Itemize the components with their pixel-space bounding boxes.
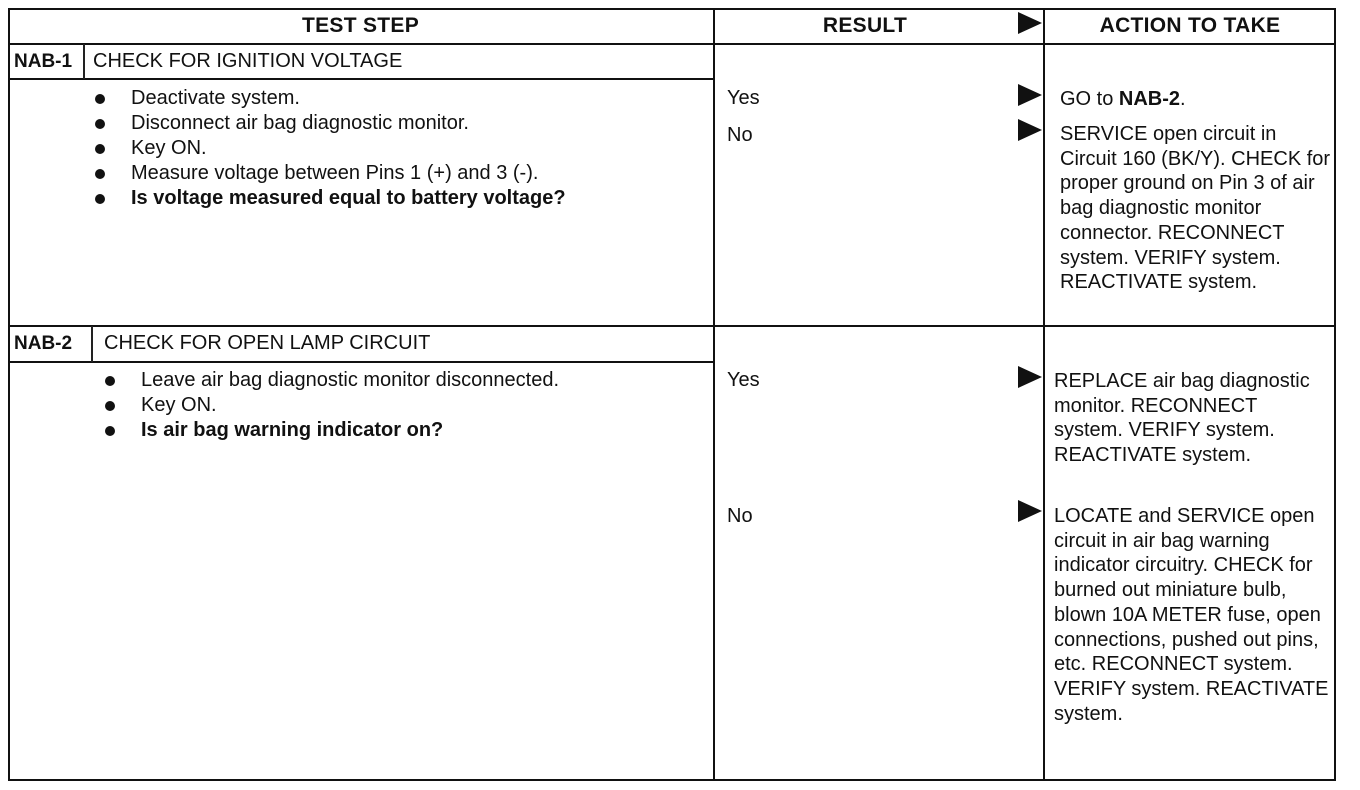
nab2-title-divider <box>8 361 714 363</box>
result-no: No <box>727 124 753 146</box>
step-bullets <box>91 86 566 211</box>
bullet-icon <box>95 119 105 129</box>
bullet-icon <box>105 401 115 411</box>
header-divider <box>8 43 1336 45</box>
result-no: No <box>727 505 753 527</box>
step-bullets <box>101 368 559 443</box>
action-text: LOCATE and SERVICE open circuit in air bag warning indicator circuitry. CHECK for burned out miniature bulb, blown 10A METER fuse, open connections, pushed out pins, etc. RECONNECT system. VERIFY system. REACTIVATE system. <box>1054 505 1329 725</box>
list-item: Key ON. <box>91 136 566 161</box>
bullet-icon <box>95 144 105 154</box>
header-action: ACTION TO TAKE <box>1099 14 1281 37</box>
list-item-question: Is air bag warning indicator on? <box>101 418 559 443</box>
nab1-code-divider <box>83 44 85 79</box>
header-arrow-icon <box>1018 12 1042 34</box>
bullet-icon <box>95 169 105 179</box>
step-divider <box>8 325 1336 327</box>
test-step-column-divider <box>713 8 715 781</box>
bullet-icon <box>105 376 115 386</box>
list-item-question: Is voltage measured equal to battery voltage? <box>91 186 566 211</box>
bullet-icon <box>95 194 105 204</box>
arrow-icon <box>1018 119 1042 141</box>
arrow-icon <box>1018 84 1042 106</box>
list-item: Key ON. <box>101 393 559 418</box>
result-action-column-divider <box>1043 8 1045 781</box>
header-test-step: TEST STEP <box>301 14 420 37</box>
action-text: REPLACE air bag diagnostic monitor. RECONNECT system. VERIFY system. REACTIVATE system. <box>1054 370 1310 467</box>
action-go-to-nab2: GO to NAB-2. <box>1060 88 1186 110</box>
step-title: CHECK FOR IGNITION VOLTAGE <box>93 50 403 72</box>
step-code: NAB-2 <box>14 333 73 354</box>
arrow-icon <box>1018 366 1042 388</box>
result-yes: Yes <box>727 87 760 109</box>
bullet-icon <box>95 94 105 104</box>
result-yes: Yes <box>727 369 760 391</box>
step-code: NAB-1 <box>14 51 73 72</box>
arrow-icon <box>1018 500 1042 522</box>
nab2-code-divider <box>91 326 93 362</box>
step-reference: NAB-2 <box>1118 88 1181 110</box>
list-item: Leave air bag diagnostic monitor disconnected. <box>101 368 559 393</box>
list-item: Measure voltage between Pins 1 (+) and 3 (-). <box>91 161 566 186</box>
list-item: Disconnect air bag diagnostic monitor. <box>91 111 566 136</box>
header-result: RESULT <box>822 14 908 37</box>
list-item: Deactivate system. <box>91 86 566 111</box>
bullet-icon <box>105 426 115 436</box>
nab1-title-divider <box>8 78 714 80</box>
step-title: CHECK FOR OPEN LAMP CIRCUIT <box>104 332 431 354</box>
action-text: SERVICE open circuit in Circuit 160 (BK/Y). CHECK for proper ground on Pin 3 of air bag diagnostic monitor connector. RECONNECT system. VERIFY system. REACTIVATE system. <box>1060 123 1331 294</box>
